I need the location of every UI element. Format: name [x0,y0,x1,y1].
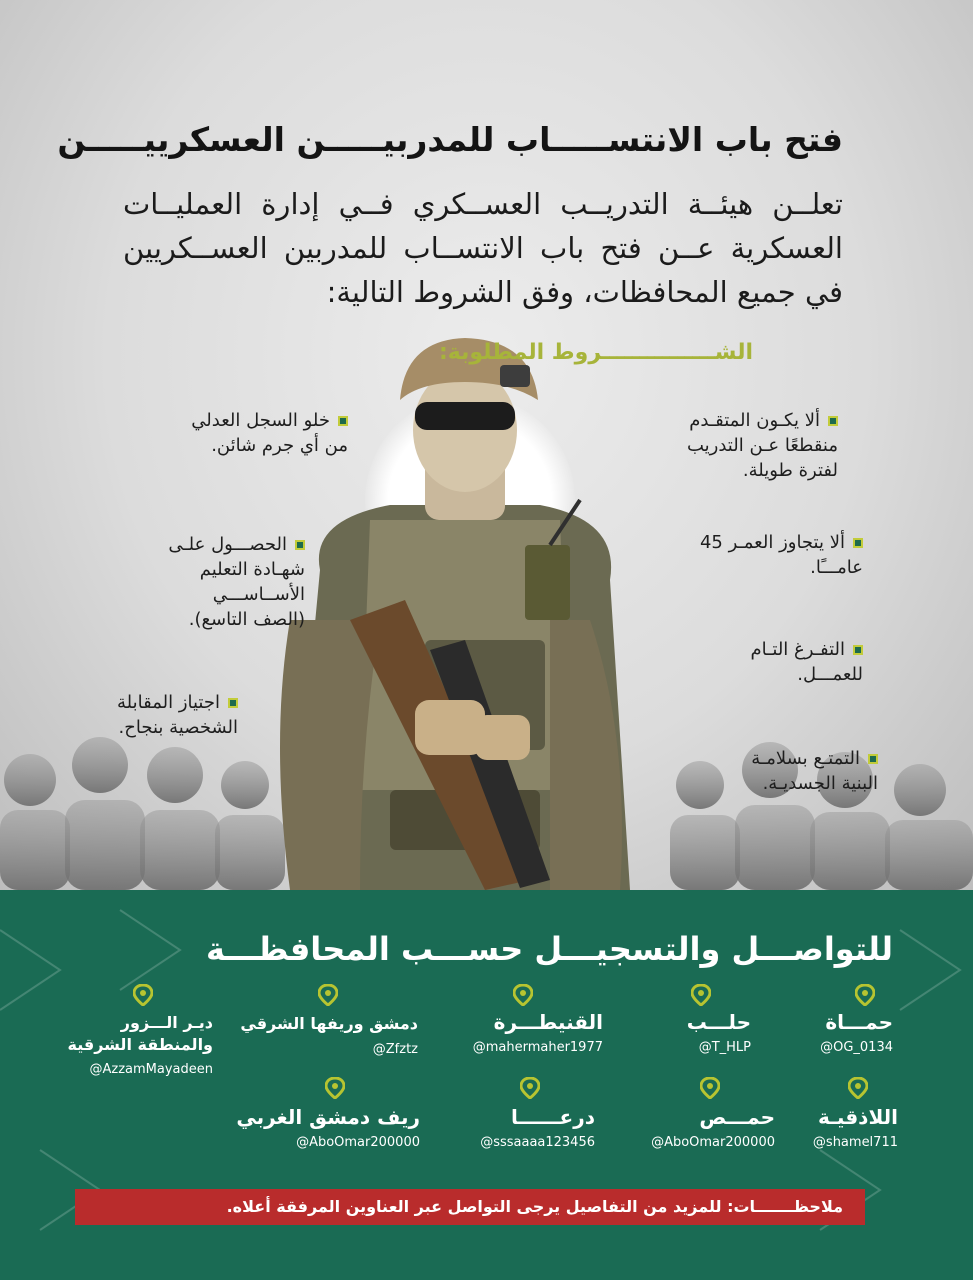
location-pin-icon [848,1077,868,1099]
governorate-damascus-west: ريف دمشق الغربي @AboOmar200000 [236,1105,420,1153]
bullet-icon [338,416,348,426]
location-pin-icon [513,984,533,1006]
location-pin-icon [133,984,153,1006]
location-pin-icon [520,1077,540,1099]
condition-item: التفـرغ التـام للعمـــل. [750,639,863,685]
governorate-aleppo: حلـــب @T_HLP [687,1010,751,1058]
governorate-daraa: درعــــــا @sssaaaa123456 [480,1105,595,1153]
location-pin-icon [691,984,711,1006]
bullet-icon [295,540,305,550]
condition-item: اجتياز المقابلة الشخصية بنجاح. [117,692,238,738]
location-pin-icon [700,1077,720,1099]
location-pin-icon [318,984,338,1006]
bullet-icon [828,416,838,426]
condition-item: الحصـــول علـى شهـادة التعليم الأســاســـي (الصف التاسع). [168,534,305,630]
governorate-homs: حمـــص @AbоOmar200000 [651,1105,775,1153]
condition-item: التمتـع بسلامـة البنية الجسديـة. [751,748,878,794]
conditions-heading: الشـــــــــــــــروط المطلوبة: [438,340,753,365]
location-pin-icon [325,1077,345,1099]
condition-item: ألا يتجاوز العمـر 45 عامـــًا. [699,532,863,578]
condition-item: ألا يكـون المتقـدم منقطعًا عـن التدريب لفترة طويلة. [686,410,838,481]
soldier-illustration [250,320,680,890]
governorate-latakia: اللاذقيـة @shamel711 [813,1105,898,1153]
intro-paragraph: تعلــن هيئــة التدريــب العســكري فــي إدارة العمليــات العسكرية عــن فتح باب الانتســاب للمدربين العســكريين في جميع المحافظات، وفق الشروط التالية: [123,187,843,309]
bullet-icon [853,538,863,548]
bullet-icon [228,698,238,708]
notes-banner: ملاحظـــــــات: للمزيد من التفاصيل يرجى التواصل عبر العناوين المرفقة أعلاه. [75,1189,865,1225]
registration-heading: للتواصـــل والتسجيـــل حســـب المحافظـــة [205,930,893,968]
condition-item: خلو السجل العدلي من أي جرم شائن. [191,410,348,456]
bullet-icon [868,754,878,764]
governorate-hama: حمـــاة @OG_0134 [820,1010,893,1058]
location-pin-icon [855,984,875,1006]
page-title: فتح باب الانتســـــاب للمدربيـــــن العسكرييـــــن [57,120,843,159]
bullet-icon [853,645,863,655]
governorate-damascus-east: دمشق وريفها الشرقي @Zfztz [240,1012,418,1060]
governorate-quneitra: القنيطـــرة @mahermaher1977 [473,1010,603,1058]
governorate-deir-ezzor: ديـر الـــزور والمنطقة الشرقية @AzzamMayadeen [67,1012,213,1080]
